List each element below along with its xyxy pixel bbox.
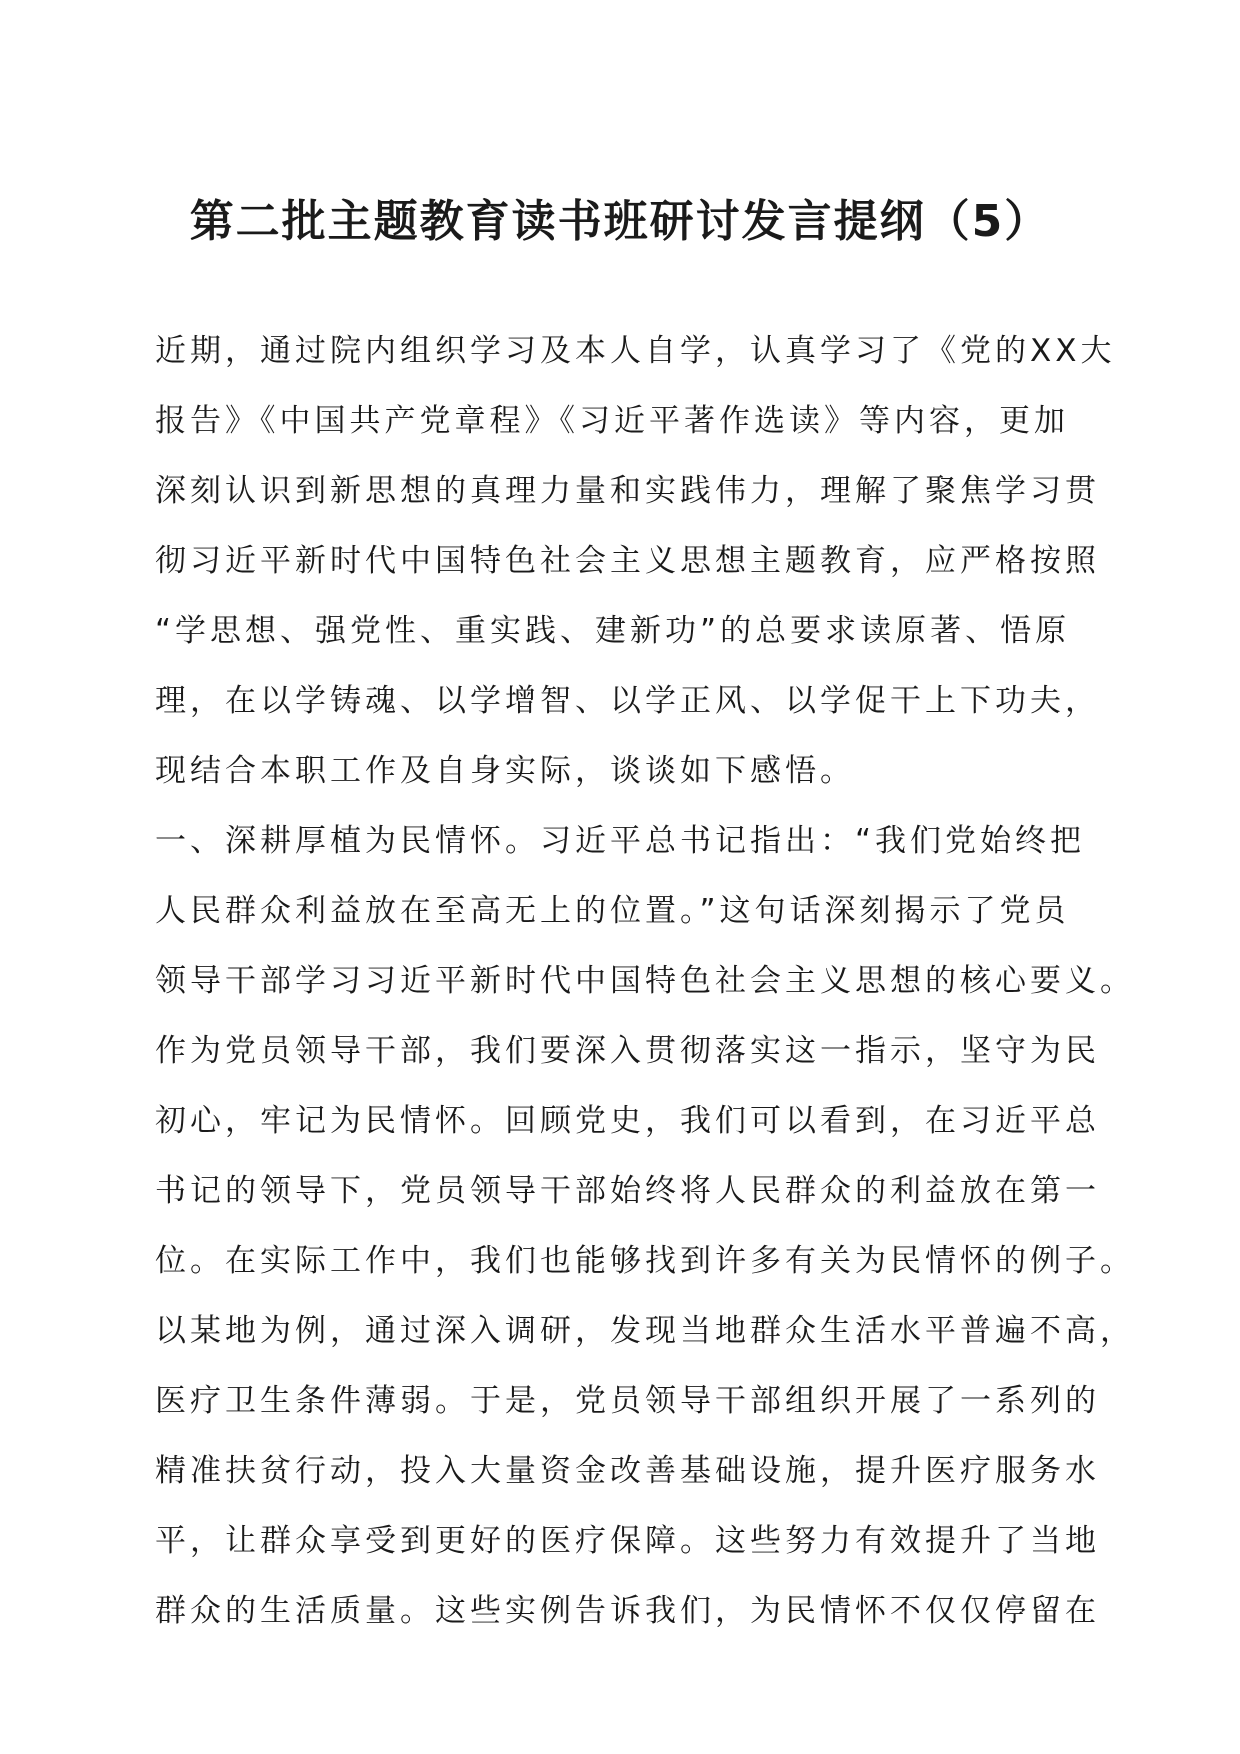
body-line: 初心，牢记为民情怀。回顾党史，我们可以看到，在习近平总 <box>155 1103 1100 1139</box>
body-line: 领导干部学习习近平新时代中国特色社会主义思想的核心要义。 <box>155 963 1135 999</box>
body-line: 平，让群众享受到更好的医疗保障。这些努力有效提升了当地 <box>155 1523 1100 1559</box>
body-line: 以某地为例，通过深入调研，发现当地群众生活水平普遍不高， <box>155 1313 1135 1349</box>
body-line: 报告》《中国共产党章程》《习近平著作选读》等内容，更加 <box>155 403 1069 439</box>
document-title: 第二批主题教育读书班研讨发言提纲（5） <box>189 196 1051 247</box>
body-line: 理，在以学铸魂、以学增智、以学正风、以学促干上下功夫， <box>155 683 1100 719</box>
body-line: 群众的生活质量。这些实例告诉我们，为民情怀不仅仅停留在 <box>155 1593 1100 1629</box>
body-line: 现结合本职工作及自身实际，谈谈如下感悟。 <box>155 753 855 789</box>
document-body <box>155 316 1135 1646</box>
body-line: 位。在实际工作中，我们也能够找到许多有关为民情怀的例子。 <box>155 1243 1135 1279</box>
body-line: 一、深耕厚植为民情怀。习近平总书记指出：“我们党始终把 <box>155 823 1086 859</box>
body-line: 近期，通过院内组织学习及本人自学，认真学习了《党的XX大 <box>155 333 1116 369</box>
body-line: “学思想、强党性、重实践、建新功”的总要求读原著、悟原 <box>155 613 1071 649</box>
body-line: 医疗卫生条件薄弱。于是，党员领导干部组织开展了一系列的 <box>155 1383 1100 1419</box>
body-line: 书记的领导下，党员领导干部始终将人民群众的利益放在第一 <box>155 1173 1100 1209</box>
body-line: 人民群众利益放在至高无上的位置。”这句话深刻揭示了党员 <box>155 893 1070 929</box>
body-line: 精准扶贫行动，投入大量资金改善基础设施，提升医疗服务水 <box>155 1453 1100 1489</box>
body-line: 彻习近平新时代中国特色社会主义思想主题教育，应严格按照 <box>155 543 1100 579</box>
body-line: 深刻认识到新思想的真理力量和实践伟力，理解了聚焦学习贯 <box>155 473 1100 509</box>
body-line: 作为党员领导干部，我们要深入贯彻落实这一指示，坚守为民 <box>155 1033 1100 1069</box>
